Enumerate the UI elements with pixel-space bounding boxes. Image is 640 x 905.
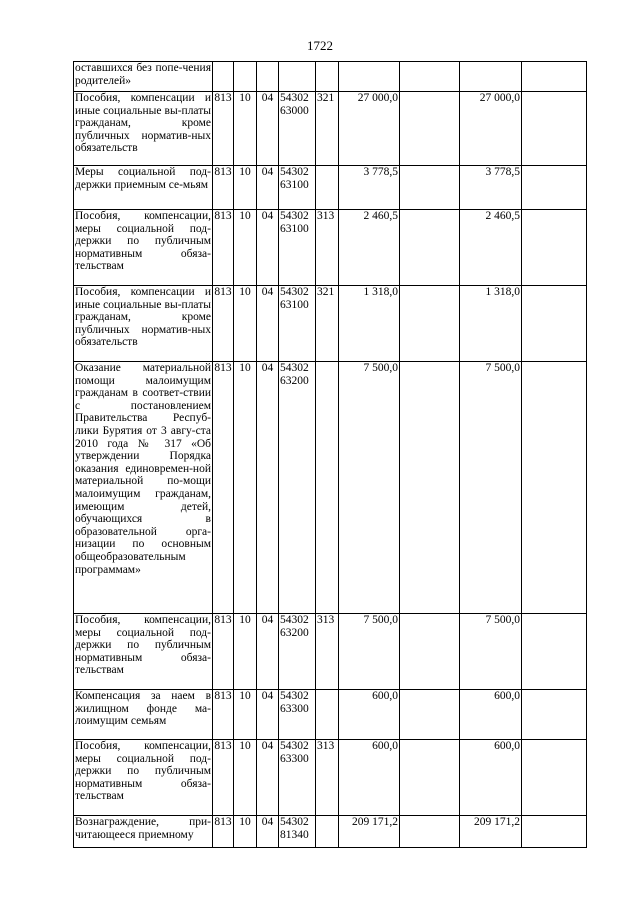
row-rz: 10 (234, 166, 257, 210)
row-rz: 10 (234, 816, 257, 848)
table-row (74, 92, 587, 166)
row-sum-1 (339, 62, 400, 92)
row-sum-1: 27 000,0 (339, 92, 400, 166)
row-ved: 813 (213, 210, 234, 286)
row-pr: 04 (257, 286, 279, 362)
row-vr (316, 62, 339, 92)
row-name: Пособия, компенсации, меры социальной под-держки по публичным нормативным обяза-тельствам (74, 740, 213, 816)
row-sum-1: 7 500,0 (339, 362, 400, 614)
row-sum-2 (400, 62, 460, 92)
row-ved (213, 62, 234, 92)
table-row (74, 62, 587, 92)
row-sum-4 (522, 614, 587, 690)
row-pr (257, 62, 279, 92)
row-sum-3 (460, 62, 522, 92)
row-ved: 813 (213, 614, 234, 690)
row-sum-3: 27 000,0 (460, 92, 522, 166)
row-sum-4 (522, 210, 587, 286)
row-sum-3: 600,0 (460, 690, 522, 740)
row-name: Компенсация за наем в жилищном фонде ма-лоимущим семьям (74, 690, 213, 740)
row-sum-3: 3 778,5 (460, 166, 522, 210)
table-row (74, 740, 587, 816)
row-sum-2 (400, 816, 460, 848)
row-csr (279, 62, 316, 92)
table-row (74, 690, 587, 740)
row-vr (316, 166, 339, 210)
row-csr: 54302 81340 (279, 816, 316, 848)
row-sum-3: 600,0 (460, 740, 522, 816)
row-rz: 10 (234, 362, 257, 614)
row-ved: 813 (213, 166, 234, 210)
row-name: Пособия, компенсации и иные социальные вы-платы гражданам, кроме публичных норматив-ных обязательств (74, 286, 213, 362)
row-pr: 04 (257, 816, 279, 848)
row-rz: 10 (234, 286, 257, 362)
row-pr: 04 (257, 614, 279, 690)
row-ved: 813 (213, 816, 234, 848)
row-rz: 10 (234, 690, 257, 740)
row-csr: 54302 63200 (279, 614, 316, 690)
row-name: оставшихся без попе-чения родителей» (74, 62, 213, 92)
row-sum-2 (400, 614, 460, 690)
row-sum-2 (400, 92, 460, 166)
row-ved: 813 (213, 740, 234, 816)
row-vr: 313 (316, 210, 339, 286)
row-sum-4 (522, 62, 587, 92)
row-csr: 54302 63200 (279, 362, 316, 614)
row-csr: 54302 63300 (279, 740, 316, 816)
row-name: Оказание материальной помощи малоимущим гражданам в соответ-ствии с постановлением Правительства Респуб-лики Бурятия от 3 авгу-ста 2010 года № 317 «Об утверждении Порядка оказания единовремен-ной материальной по-мощи малоимущим гражданам, имеющим детей, обучающихся в образовательной орга-низации по основным общеобразовательным программам» (74, 362, 213, 614)
row-csr: 54302 63000 (279, 92, 316, 166)
table-row (74, 816, 587, 848)
row-sum-1: 7 500,0 (339, 614, 400, 690)
row-ved: 813 (213, 690, 234, 740)
row-sum-1: 209 171,2 (339, 816, 400, 848)
row-sum-1: 3 778,5 (339, 166, 400, 210)
row-name: Пособия, компенсации и иные социальные вы-платы гражданам, кроме публичных норматив-ных обязательств (74, 92, 213, 166)
row-ved: 813 (213, 286, 234, 362)
row-rz: 10 (234, 740, 257, 816)
row-ved: 813 (213, 362, 234, 614)
row-sum-1: 2 460,5 (339, 210, 400, 286)
row-rz: 10 (234, 92, 257, 166)
row-sum-4 (522, 166, 587, 210)
table-row (74, 362, 587, 614)
row-vr (316, 816, 339, 848)
row-vr: 321 (316, 286, 339, 362)
row-csr: 54302 63100 (279, 286, 316, 362)
row-name: Пособия, компенсации, меры социальной под-держки по публичным нормативным обяза-тельствам (74, 614, 213, 690)
row-rz (234, 62, 257, 92)
row-name: Меры социальной под-держки приемным се-мьям (74, 166, 213, 210)
row-rz: 10 (234, 614, 257, 690)
row-pr: 04 (257, 210, 279, 286)
table-row (74, 614, 587, 690)
budget-table (73, 61, 587, 848)
row-sum-4 (522, 286, 587, 362)
row-sum-1: 600,0 (339, 740, 400, 816)
row-sum-3: 209 171,2 (460, 816, 522, 848)
row-sum-2 (400, 166, 460, 210)
row-sum-3: 2 460,5 (460, 210, 522, 286)
row-rz: 10 (234, 210, 257, 286)
row-sum-2 (400, 740, 460, 816)
row-pr: 04 (257, 92, 279, 166)
row-csr: 54302 63300 (279, 690, 316, 740)
row-sum-2 (400, 210, 460, 286)
table-row (74, 166, 587, 210)
row-sum-4 (522, 816, 587, 848)
row-pr: 04 (257, 690, 279, 740)
row-sum-4 (522, 92, 587, 166)
row-vr: 313 (316, 740, 339, 816)
row-sum-2 (400, 362, 460, 614)
row-ved: 813 (213, 92, 234, 166)
row-vr: 313 (316, 614, 339, 690)
row-csr: 54302 63100 (279, 166, 316, 210)
row-pr: 04 (257, 166, 279, 210)
row-sum-3: 7 500,0 (460, 614, 522, 690)
row-sum-4 (522, 690, 587, 740)
table-row (74, 210, 587, 286)
row-pr: 04 (257, 740, 279, 816)
row-vr: 321 (316, 92, 339, 166)
row-name: Пособия, компенсации, меры социальной под-держки по публичным нормативным обяза-тельствам (74, 210, 213, 286)
row-vr (316, 362, 339, 614)
row-sum-2 (400, 690, 460, 740)
table-row (74, 286, 587, 362)
row-vr (316, 690, 339, 740)
row-sum-3: 7 500,0 (460, 362, 522, 614)
row-sum-2 (400, 286, 460, 362)
row-name: Вознаграждение, при-читающееся приемному (74, 816, 213, 848)
page-number: 1722 (307, 38, 333, 53)
row-pr: 04 (257, 362, 279, 614)
row-sum-1: 600,0 (339, 690, 400, 740)
row-sum-4 (522, 362, 587, 614)
row-sum-3: 1 318,0 (460, 286, 522, 362)
row-csr: 54302 63100 (279, 210, 316, 286)
row-sum-4 (522, 740, 587, 816)
row-sum-1: 1 318,0 (339, 286, 400, 362)
